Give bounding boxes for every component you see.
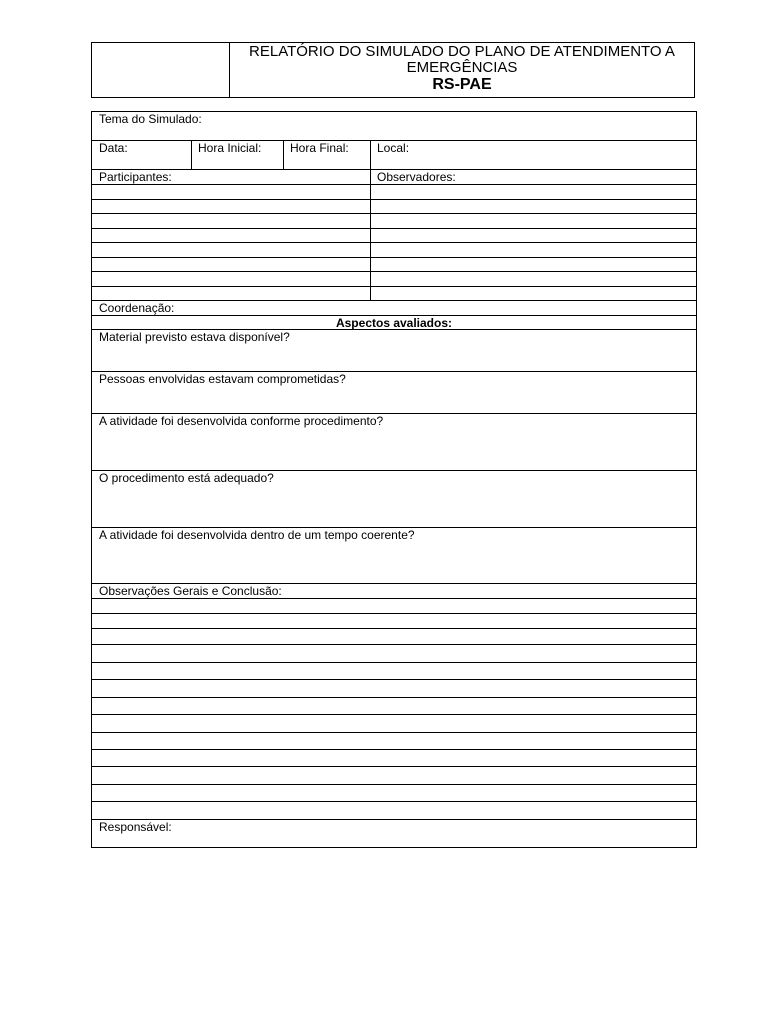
observacoes-line[interactable] (92, 802, 696, 820)
participant-line[interactable] (92, 200, 696, 214)
observadores-label: Observadores: (377, 170, 456, 184)
title-cell (230, 43, 694, 97)
observacoes-label: Observações Gerais e Conclusão: (99, 584, 282, 598)
date-time-row (92, 141, 696, 170)
local-label: Local: (377, 141, 410, 155)
aspectos-heading: Aspectos avaliados: (335, 316, 453, 330)
question-row[interactable] (92, 330, 696, 372)
participant-line[interactable] (92, 185, 696, 200)
observacoes-line[interactable] (92, 715, 696, 733)
responsavel-row[interactable] (92, 820, 696, 847)
observacoes-row (92, 584, 696, 599)
observacoes-line[interactable] (92, 645, 696, 663)
hora-inicial-label: Hora Inicial: (198, 141, 262, 155)
participant-line[interactable] (92, 243, 696, 258)
participant-line[interactable] (92, 287, 696, 301)
question-row[interactable] (92, 528, 696, 584)
coordenacao-label: Coordenação: (99, 301, 175, 315)
participant-line[interactable] (92, 214, 696, 229)
logo-cell (92, 43, 230, 97)
report-header (91, 42, 695, 98)
participants-divider (370, 170, 371, 301)
report-title-line2: EMERGÊNCIAS (406, 59, 518, 76)
observacoes-line[interactable] (92, 785, 696, 802)
observacoes-line[interactable] (92, 663, 696, 680)
observacoes-line[interactable] (92, 750, 696, 767)
observacoes-line[interactable] (92, 698, 696, 715)
report-code: RS-PAE (432, 76, 492, 93)
participants-header-row (92, 170, 696, 185)
data-label: Data: (99, 141, 128, 155)
divider (283, 141, 284, 169)
question-label: Pessoas envolvidas estavam comprometidas? (99, 372, 346, 386)
observacoes-line[interactable] (92, 767, 696, 785)
tema-row[interactable] (92, 112, 696, 141)
question-label: Material previsto estava disponível? (99, 330, 290, 344)
observacoes-line[interactable] (92, 599, 696, 614)
question-label: O procedimento está adequado? (99, 471, 274, 485)
divider (370, 141, 371, 169)
question-label: A atividade foi desenvolvida dentro de um tempo coerente? (99, 528, 415, 542)
divider (191, 141, 192, 169)
question-label: A atividade foi desenvolvida conforme procedimento? (99, 414, 384, 428)
responsavel-label: Responsável: (99, 820, 172, 834)
aspectos-row (92, 316, 696, 330)
hora-final-label: Hora Final: (290, 141, 349, 155)
report-title-line1: RELATÓRIO DO SIMULADO DO PLANO DE ATENDIMENTO A (249, 43, 675, 60)
observacoes-line[interactable] (92, 614, 696, 629)
participant-line[interactable] (92, 229, 696, 243)
coordenacao-row[interactable] (92, 301, 696, 316)
participant-line[interactable] (92, 272, 696, 287)
participant-line[interactable] (92, 258, 696, 272)
observacoes-line[interactable] (92, 680, 696, 698)
participantes-label: Participantes: (99, 170, 172, 184)
question-row[interactable] (92, 372, 696, 414)
question-row[interactable] (92, 414, 696, 471)
observacoes-line[interactable] (92, 629, 696, 645)
question-row[interactable] (92, 471, 696, 528)
report-form (91, 111, 697, 848)
tema-label: Tema do Simulado: (99, 112, 202, 126)
observacoes-line[interactable] (92, 733, 696, 750)
